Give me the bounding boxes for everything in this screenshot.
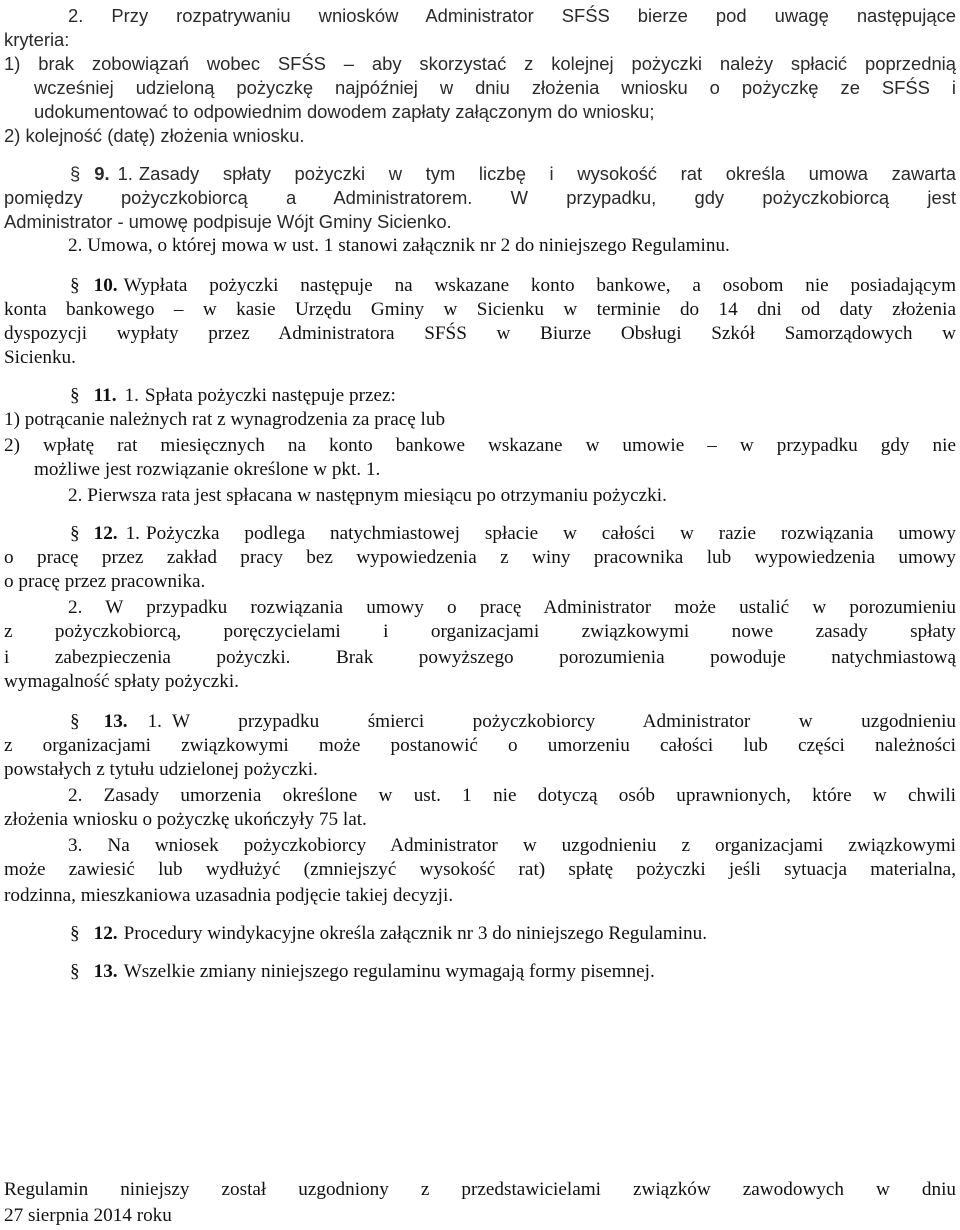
text-line: 2. W przypadku rozwiązania umowy o pracę Administrator może ustalić w porozumieniu xyxy=(68,597,956,618)
text-line: Wszelkie zmiany niniejszego regulaminu wymagają formy pisemnej. xyxy=(123,961,655,982)
section-12-heading-line xyxy=(4,522,956,546)
paragraph-number: 1. xyxy=(124,385,139,406)
text-line: wcześniej udzieloną pożyczkę najpóźniej w dniu złożenia wniosku o pożyczkę ze SFŚS i xyxy=(34,77,956,98)
section-number: 12. xyxy=(93,923,118,944)
text-line: 1) potrącanie należnych rat z wynagrodzenia za pracę lub xyxy=(4,409,446,430)
paragraph-number: 1. xyxy=(125,523,140,544)
text-line: W przypadku śmierci pożyczkobiorcy Administrator w uzgodnieniu xyxy=(171,711,956,732)
text-line: Wypłata pożyczki następuje na wskazane konto bankowe, a osobom nie posiadającym xyxy=(123,275,956,296)
section-number: 13. xyxy=(93,961,118,982)
section-sign: § xyxy=(70,385,80,406)
paragraph-number: 1. xyxy=(117,163,133,184)
text-line: o pracę przez zakład pracy bez wypowiedzenia z winy pracownika lub wypowiedzenia umowy xyxy=(4,547,956,568)
text-line: udokumentować to odpowiednim dowodem zapłaty załączonym do wniosku; xyxy=(34,101,655,122)
text-line: Spłata pożyczki następuje przez: xyxy=(144,385,396,406)
section-sign: § xyxy=(70,275,80,296)
text-line: dyspozycji wypłaty przez Administratora SFŚS w Biurze Obsługi Szkół Samorządowych w xyxy=(4,323,956,344)
section-12b-line xyxy=(4,922,960,946)
section-10-heading-line xyxy=(4,274,956,298)
section-sign: § xyxy=(70,923,80,944)
text-line: 2. Przy rozpatrywaniu wniosków Administrator SFŚS bierze pod uwagę następujące xyxy=(68,5,956,26)
section-number: 12. xyxy=(93,523,118,544)
text-line: 2. Pierwsza rata jest spłacana w następnym miesiącu po otrzymaniu pożyczki. xyxy=(68,485,667,506)
paragraph-number: 1. xyxy=(147,711,162,732)
text-line: Procedury windykacyjne określa załącznik nr 3 do niniejszego Regulaminu. xyxy=(123,923,708,944)
section-number: 13. xyxy=(103,711,128,732)
text-line: 1) brak zobowiązań wobec SFŚS – aby skorzystać z kolejnej pożyczki należy spłacić poprzednią xyxy=(4,53,956,74)
closing-note-line: Regulamin niniejszy został uzgodniony z przedstawicielami związków zawodowych w dniu xyxy=(4,1179,956,1200)
text-line: możliwe jest rozwiązanie określone w pkt. 1. xyxy=(34,459,381,480)
text-line: powstałych z tytułu udzielonej pożyczki. xyxy=(4,759,318,780)
text-line: z pożyczkobiorcą, poręczycielami i organizacjami związkowymi nowe zasady spłaty xyxy=(4,621,956,642)
section-13-heading-line xyxy=(4,710,956,734)
text-line: z organizacjami związkowymi może postanowić o umorzeniu całości lub części należności xyxy=(4,735,956,756)
text-line: rodzinna, mieszkaniowa uzasadnia podjęcie takiej decyzji. xyxy=(4,885,454,906)
section-9-heading-line xyxy=(4,162,956,186)
text-line: pomiędzy pożyczkobiorcą a Administratorem. W przypadku, gdy pożyczkobiorcą jest xyxy=(4,187,956,208)
text-line: o pracę przez pracownika. xyxy=(4,571,206,592)
text-line: 2) kolejność (datę) złożenia wniosku. xyxy=(4,125,305,146)
section-sign: § xyxy=(70,961,80,982)
section-13b-line xyxy=(4,960,960,984)
text-line: Administrator - umowę podpisuje Wójt Gminy Sicienko. xyxy=(4,211,452,232)
section-number: 10. xyxy=(93,275,118,296)
text-line: konta bankowego – w kasie Urzędu Gminy w Sicienku w terminie do 14 dni od daty złożenia xyxy=(4,299,956,320)
section-number: 11. xyxy=(93,385,117,406)
section-sign: § xyxy=(70,711,80,732)
text-line: i zabezpieczenia pożyczki. Brak powyższego porozumienia powoduje natychmiastową xyxy=(4,647,956,668)
section-11-heading-line xyxy=(4,384,960,408)
text-line: 3. Na wniosek pożyczkobiorcy Administrator w uzgodnieniu z organizacjami związkowymi xyxy=(68,835,956,856)
text-line: 2) wpłatę rat miesięcznych na konto bankowe wskazane w umowie – w przypadku gdy nie xyxy=(4,435,956,456)
closing-date-line: 27 sierpnia 2014 roku xyxy=(4,1205,172,1226)
text-line: 2. Umowa, o której mowa w ust. 1 stanowi załącznik nr 2 do niniejszego Regulaminu. xyxy=(68,235,730,256)
text-line: może zawiesić lub wydłużyć (zmniejszyć wysokość rat) spłatę pożyczki jeśli sytuacja materialna, xyxy=(4,859,956,880)
text-line: 2. Zasady umorzenia określone w ust. 1 nie dotyczą osób uprawnionych, które w chwili xyxy=(68,785,956,806)
section-number: 9. xyxy=(94,163,110,184)
text-line: Pożyczka podlega natychmiastowej spłacie w całości w razie rozwiązania umowy xyxy=(145,523,956,544)
text-line: Sicienku. xyxy=(4,347,76,368)
text-line: złożenia wniosku o pożyczkę ukończyły 75 lat. xyxy=(4,809,367,830)
text-line: wymagalność spłaty pożyczki. xyxy=(4,671,239,692)
text-line: kryteria: xyxy=(4,29,70,50)
text-line: Zasady spłaty pożyczki w tym liczbę i wysokość rat określa umowa zawarta xyxy=(138,163,956,184)
section-sign: § xyxy=(70,163,81,184)
section-sign: § xyxy=(70,523,80,544)
